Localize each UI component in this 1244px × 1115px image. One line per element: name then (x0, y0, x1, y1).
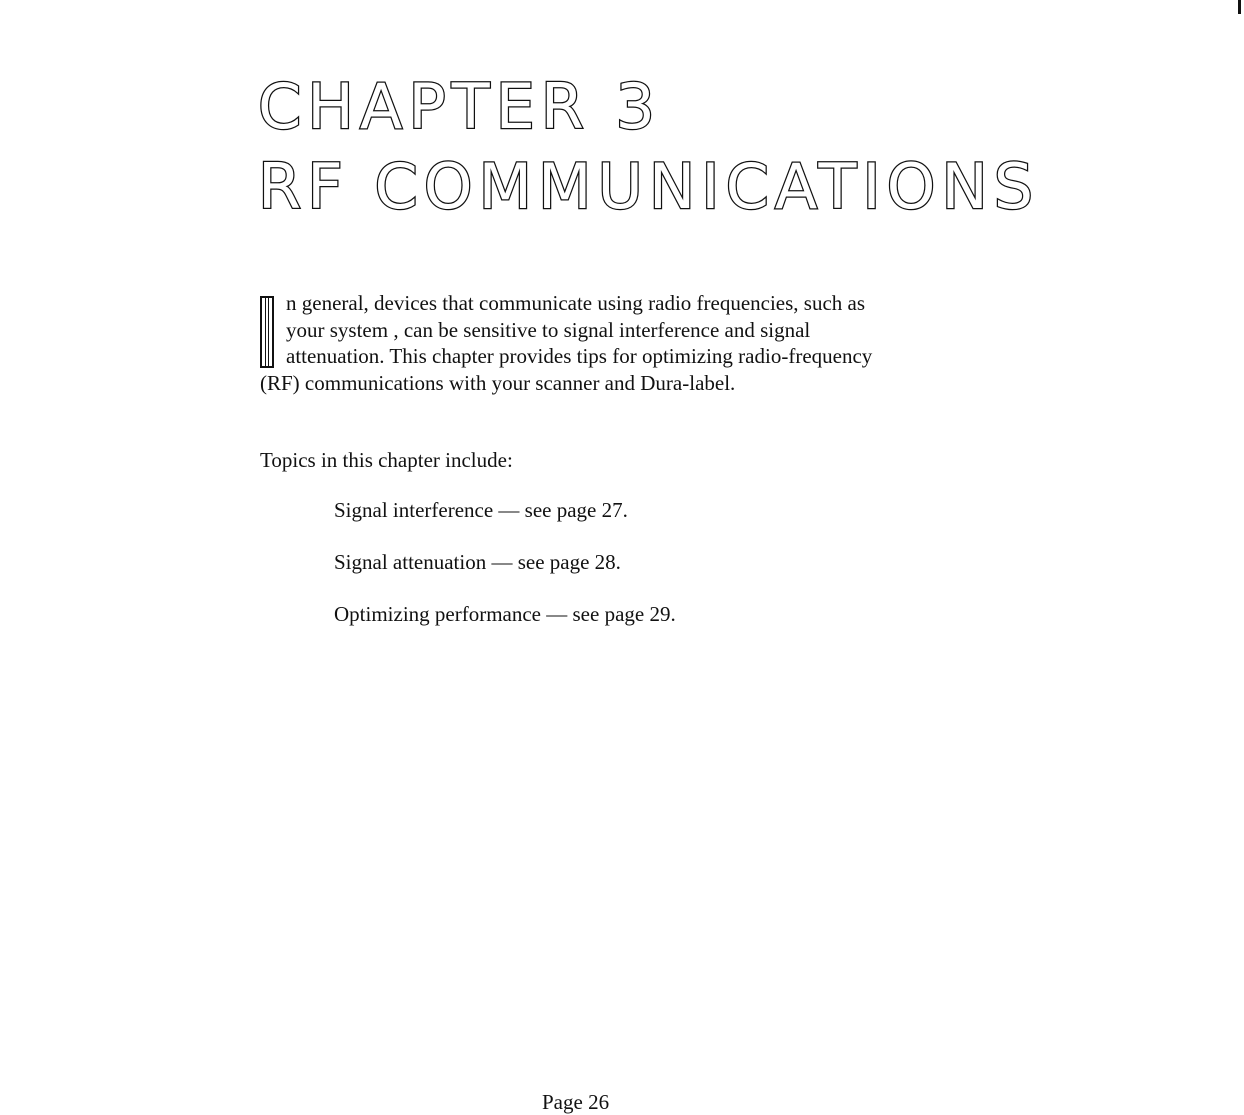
list-item: Signal interference — see page 27. (334, 498, 628, 522)
chapter-heading (258, 70, 1040, 223)
scan-edge-mark (1238, 0, 1241, 14)
topics-heading: Topics in this chapter include: (260, 448, 513, 472)
page-number: Page 26 (542, 1090, 610, 1114)
drop-cap-letter (260, 296, 274, 368)
intro-text: n general, devices that communicate using radio frequencies, such as your system , can be sensitive to signal interference and signal attenuation. This chapter provides tips for optimizing radio-frequency (RF) communications with your scanner and Dura-label. (260, 291, 873, 395)
topics-list (334, 497, 676, 653)
list-item: Signal attenuation — see page 28. (334, 550, 621, 574)
intro-paragraph (260, 290, 890, 396)
list-item: Optimizing performance — see page 29. (334, 602, 676, 626)
chapter-label: CHAPTER 3 (258, 70, 661, 143)
chapter-title: RF COMMUNICATIONS (258, 150, 1040, 223)
